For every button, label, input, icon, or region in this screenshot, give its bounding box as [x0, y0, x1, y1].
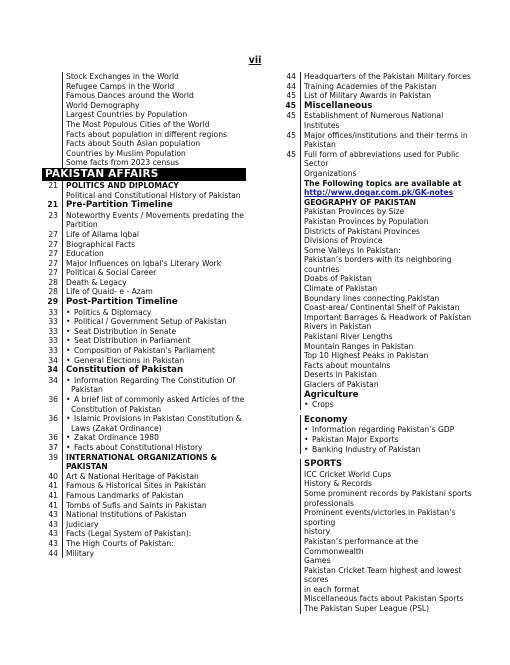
toc-title: Education — [62, 249, 246, 259]
toc-title: Pre-Partition Timeline — [62, 200, 246, 211]
toc-title: Establishment of Numerous National Institutes — [300, 111, 480, 130]
toc-entry — [42, 158, 246, 168]
toc-page-number: 45 — [286, 149, 296, 159]
toc-title: • A brief list of commonly asked Articles of the — [62, 395, 246, 405]
toc-title: Largest Countries by Population — [62, 110, 246, 120]
toc-title: Organizations — [300, 169, 480, 179]
toc-entry — [42, 365, 246, 376]
toc-page-number: 27 — [48, 268, 58, 278]
toc-page-number: 43 — [48, 538, 58, 548]
toc-page-number: 43 — [48, 510, 58, 520]
toc-entry — [42, 317, 246, 327]
toc-title: Some Valleys In Pakistan: — [300, 246, 480, 256]
toc-entry — [42, 356, 246, 366]
toc-title: Glaciers of Pakistan — [300, 380, 480, 390]
toc-title: GEOGRAPHY OF PAKISTAN — [300, 198, 480, 208]
toc-entry — [42, 91, 246, 101]
toc-title: • Islamic Provisions in Pakistan Constitution & — [62, 414, 246, 424]
toc-entry — [42, 520, 246, 530]
toc-entry — [280, 499, 480, 509]
toc-entry — [280, 470, 480, 480]
toc-page-number: 27 — [48, 249, 58, 259]
toc-title: Divisions of Province — [300, 236, 480, 246]
toc-page-number: 33 — [48, 336, 58, 346]
toc-title: Pakistan Cricket Team highest and lowest scores — [300, 566, 480, 585]
toc-title: Laws (Zakat Ordinance) — [62, 424, 246, 434]
notes-link[interactable]: http://www.dogar.com.pk/GK-notes — [300, 188, 480, 198]
toc-entry — [42, 539, 246, 549]
toc-entry — [42, 395, 246, 405]
toc-entry — [280, 489, 480, 499]
toc-title: Games — [300, 556, 480, 566]
toc-title: • Seat Distribution in Parliament — [62, 336, 246, 346]
toc-title: in each format — [300, 585, 480, 595]
toc-page-number: 34 — [47, 365, 58, 375]
toc-entry — [42, 472, 246, 482]
toc-entry — [280, 169, 480, 179]
toc-title: SPORTS — [300, 459, 480, 470]
toc-title: • Facts about Constitutional History — [62, 443, 246, 453]
toc-entry — [280, 140, 480, 150]
toc-title: • Information Regarding The Constitution Of — [62, 376, 246, 386]
toc-page-number: 45 — [285, 100, 296, 110]
toc-entry — [280, 150, 480, 169]
toc-entry — [280, 527, 480, 537]
toc-entry — [42, 481, 246, 491]
toc-title: Pakistan Provinces by Size — [300, 207, 480, 217]
toc-title: Military — [62, 549, 246, 559]
toc-entry — [280, 479, 480, 489]
toc-entry — [42, 491, 246, 501]
toc-title: • Seat Distribution in Senate — [62, 327, 246, 337]
toc-page-number: 33 — [48, 307, 58, 317]
toc-entry — [42, 549, 246, 559]
toc-entry — [280, 459, 480, 470]
toc-title: • Composition of Pakistan’s Parliament — [62, 346, 246, 356]
toc-page-number: 23 — [48, 210, 58, 220]
toc-title: Top 10 Highest Peaks in Pakistan — [300, 351, 480, 361]
toc-title: The Most Populous Cities of the World — [62, 120, 246, 130]
toc-page-number: 41 — [48, 481, 58, 491]
toc-title: Famous & Historical Sites in Pakistan — [62, 481, 246, 491]
toc-title: Pakistan — [62, 385, 246, 395]
toc-title: Rivers in Pakistan — [300, 322, 480, 332]
toc-title: Judiciary — [62, 520, 246, 530]
toc-entry — [42, 181, 246, 191]
toc-entry — [280, 207, 480, 217]
toc-title: Constitution of Pakistan — [62, 365, 246, 376]
toc-entry — [42, 453, 246, 472]
toc-entry — [280, 400, 480, 410]
toc-entry — [42, 191, 246, 201]
toc-entry — [42, 510, 246, 520]
toc-page-number: 45 — [286, 91, 296, 101]
toc-title: Political and Constitutional History of Pakistan — [62, 191, 246, 201]
toc-title: Facts (Legal System of Pakistan): — [62, 529, 246, 539]
toc-title: Major Influences on Iqbal’s Literary Work — [62, 259, 246, 269]
toc-title: Important Barrages & Headwork of Pakistan — [300, 313, 480, 323]
toc-entry — [280, 537, 480, 556]
toc-entry — [280, 313, 480, 323]
toc-entry — [280, 390, 480, 401]
toc-entry — [42, 297, 246, 308]
toc-entry — [280, 198, 480, 208]
toc-entry — [42, 376, 246, 386]
toc-page-number: 39 — [48, 452, 58, 462]
toc-left-column — [42, 72, 246, 558]
toc-entry — [42, 385, 246, 395]
toc-page-number: 34 — [48, 375, 58, 385]
toc-title: Pakistani River Lengths — [300, 332, 480, 342]
toc-entry — [280, 274, 480, 284]
toc-title: Famous Landmarks of Pakistan — [62, 491, 246, 501]
toc-title: List of Military Awards in Pakistan — [300, 91, 480, 101]
toc-title: • General Elections in Pakistan — [62, 356, 246, 366]
toc-title: Art & National Heritage of Pakistan — [62, 472, 246, 482]
toc-entry — [280, 435, 480, 445]
toc-entry — [42, 529, 246, 539]
toc-entry — [42, 414, 246, 424]
toc-entry — [280, 370, 480, 380]
toc-page-number: 34 — [48, 355, 58, 365]
toc-title: Facts about population in different regions — [62, 130, 246, 140]
toc-entry — [42, 287, 246, 297]
toc-title: Mountain Ranges in Pakistan — [300, 342, 480, 352]
toc-entry — [42, 120, 246, 130]
toc-title: • Information regarding Pakistan’s GDP — [300, 425, 480, 435]
toc-title: Boundary lines connecting Pakistan — [300, 294, 480, 304]
toc-entry — [42, 443, 246, 453]
toc-entry — [280, 131, 480, 141]
toc-title: Constitution of Pakistan — [62, 405, 246, 415]
toc-title: Deserts in Pakistan — [300, 370, 480, 380]
toc-entry — [280, 380, 480, 390]
toc-page-number: 33 — [48, 346, 58, 356]
toc-title: Doabs of Pakistan — [300, 274, 480, 284]
toc-title: Coast-area/ Continental Shelf of Pakistan — [300, 303, 480, 313]
toc-entry — [280, 585, 480, 595]
toc-page-number: 43 — [48, 519, 58, 529]
toc-entry — [280, 566, 480, 585]
toc-entry — [280, 425, 480, 435]
toc-page-number: 36 — [48, 395, 58, 404]
toc-page-number: 27 — [48, 239, 58, 249]
toc-title: Some prominent records by Pakistani sports — [300, 489, 480, 499]
toc-page-number: 28 — [48, 287, 58, 297]
toc-page-number: 21 — [48, 180, 58, 190]
toc-entry — [280, 227, 480, 237]
toc-entry — [42, 259, 246, 269]
toc-page-number: 44 — [48, 548, 58, 558]
toc-entry — [42, 240, 246, 250]
toc-title: • Political / Government Setup of Pakistan — [62, 317, 246, 327]
toc-title: Miscellaneous — [300, 101, 480, 112]
toc-title: Some facts from 2023 census — [62, 158, 246, 168]
toc-title: Pakistan Provinces by Population — [300, 217, 480, 227]
toc-title: Partition — [62, 220, 246, 230]
toc-page-number: 28 — [48, 277, 58, 287]
toc-entry — [42, 230, 246, 240]
toc-title: Political & Social Career — [62, 268, 246, 278]
toc-entry — [280, 294, 480, 304]
toc-title: Facts about South Asian population — [62, 139, 246, 149]
toc-title: Stock Exchanges in the World — [62, 72, 246, 82]
toc-title: Miscellaneous facts about Pakistan Sports — [300, 594, 480, 604]
toc-entry — [42, 501, 246, 511]
toc-entry — [42, 82, 246, 92]
toc-page-number: 41 — [48, 500, 58, 510]
toc-title: Biographical Facts — [62, 240, 246, 250]
toc-entry — [42, 200, 246, 211]
toc-entry — [280, 111, 480, 130]
toc-title: • Pakistan Major Exports — [300, 435, 480, 445]
toc-entry — [42, 336, 246, 346]
toc-entry — [280, 415, 480, 426]
toc-title: Major offices/institutions and their terms in — [300, 131, 480, 141]
toc-entry — [42, 101, 246, 111]
toc-title: Famous Dances around the World — [62, 91, 246, 101]
toc-entry — [280, 332, 480, 342]
toc-entry — [280, 594, 480, 604]
toc-title: Tombs of Sufis and Saints in Pakistan — [62, 501, 246, 511]
toc-page-number: 41 — [48, 490, 58, 500]
toc-title: professionals — [300, 499, 480, 509]
toc-title: history — [300, 527, 480, 537]
toc-title: POLITICS AND DIPLOMACY — [62, 181, 246, 191]
toc-title: Death & Legacy — [62, 278, 246, 288]
toc-title: • Zakat Ordinance 1980 — [62, 433, 246, 443]
toc-entry — [280, 556, 480, 566]
toc-entry — [280, 361, 480, 371]
toc-title: Life of Quaid- e - Azam — [62, 287, 246, 297]
toc-entry — [42, 130, 246, 140]
toc-title: Economy — [300, 415, 480, 426]
toc-entry — [280, 91, 480, 101]
toc-entry — [280, 303, 480, 313]
toc-title: History & Records — [300, 479, 480, 489]
toc-entry — [42, 72, 246, 82]
toc-entry — [42, 405, 246, 415]
toc-title: National Institutions of Pakistan — [62, 510, 246, 520]
toc-title: Headquarters of the Pakistan Military forces — [300, 72, 480, 82]
toc-entry — [280, 188, 480, 198]
toc-entry — [42, 139, 246, 149]
toc-entry — [280, 322, 480, 332]
toc-entry — [42, 249, 246, 259]
toc-entry — [42, 433, 246, 443]
toc-entry — [280, 342, 480, 352]
toc-title: Pakistan’s performance at the Commonwealth — [300, 537, 480, 556]
toc-title: Agriculture — [300, 390, 480, 401]
toc-title: Countries by Muslim Population — [62, 149, 246, 159]
toc-title: Training Academies of the Pakistan — [300, 82, 480, 92]
toc-title: Pakistan’s borders with its neighboring countries — [300, 255, 480, 274]
toc-title: World Demography — [62, 101, 246, 111]
toc-entry — [42, 308, 246, 318]
toc-entry — [42, 110, 246, 120]
toc-page-number: 43 — [48, 529, 58, 539]
toc-page-number: 37 — [48, 442, 58, 452]
toc-entry — [280, 255, 480, 274]
toc-page-number: 29 — [47, 297, 58, 307]
toc-title: Districts of Pakistani Provinces — [300, 227, 480, 237]
toc-title: Life of Allama Iqbal — [62, 230, 246, 240]
toc-entry — [280, 445, 480, 455]
toc-entry — [42, 278, 246, 288]
toc-entry — [280, 351, 480, 361]
toc-title: Pakistan — [300, 140, 480, 150]
toc-entry — [42, 211, 246, 221]
toc-title: Refugee Camps in the World — [62, 82, 246, 92]
toc-page-number: 36 — [48, 433, 58, 443]
toc-page-number: 33 — [48, 326, 58, 336]
toc-entry — [42, 327, 246, 337]
toc-title: ICC Cricket World Cups — [300, 470, 480, 480]
toc-entry — [280, 179, 480, 189]
toc-page-number: 21 — [47, 200, 58, 210]
toc-entry — [42, 220, 246, 230]
toc-title: INTERNATIONAL ORGANIZATIONS & PAKISTAN — [62, 453, 246, 472]
toc-title: • Crops — [300, 400, 480, 410]
toc-entry — [280, 236, 480, 246]
toc-entry — [42, 346, 246, 356]
toc-entry — [42, 149, 246, 159]
toc-entry — [42, 268, 246, 278]
toc-title: • Banking Industry of Pakistan — [300, 445, 480, 455]
toc-page-number: 45 — [286, 130, 296, 140]
toc-entry — [280, 72, 480, 82]
toc-title: The High Courts of Pakistan: — [62, 539, 246, 549]
toc-page-number: 27 — [48, 229, 58, 239]
toc-page-number: 27 — [48, 258, 58, 268]
section-banner: PAKISTAN AFFAIRS — [42, 168, 246, 181]
toc-title: Climate of Pakistan — [300, 284, 480, 294]
toc-page-number: 45 — [286, 111, 296, 121]
toc-right-column — [280, 72, 480, 614]
toc-entry — [280, 82, 480, 92]
toc-entry — [280, 101, 480, 112]
toc-title: Noteworthy Events / Movements predating the — [62, 211, 246, 221]
toc-entry — [280, 217, 480, 227]
toc-title: The Following topics are available at — [300, 179, 480, 189]
toc-entry — [280, 284, 480, 294]
toc-title: Post-Partition Timeline — [62, 297, 246, 308]
toc-title: The Pakistan Super League (PSL) — [300, 604, 480, 614]
toc-title: • Politics & Diplomacy — [62, 308, 246, 318]
toc-title: Prominent events/victories in Pakistan’s sporting — [300, 508, 480, 527]
toc-page-number: 33 — [48, 317, 58, 327]
toc-page-number: 44 — [286, 81, 296, 91]
toc-title: Facts about mountains — [300, 361, 480, 371]
toc-page-number: 44 — [286, 72, 296, 81]
toc-entry — [280, 508, 480, 527]
toc-title: Full form of abbreviations used for Public Sector — [300, 150, 480, 169]
toc-entry — [280, 604, 480, 614]
toc-page-number: 40 — [48, 471, 58, 481]
toc-page-number: 36 — [48, 414, 58, 424]
page-number: vii — [248, 55, 262, 66]
toc-entry — [42, 424, 246, 434]
toc-entry — [280, 246, 480, 256]
